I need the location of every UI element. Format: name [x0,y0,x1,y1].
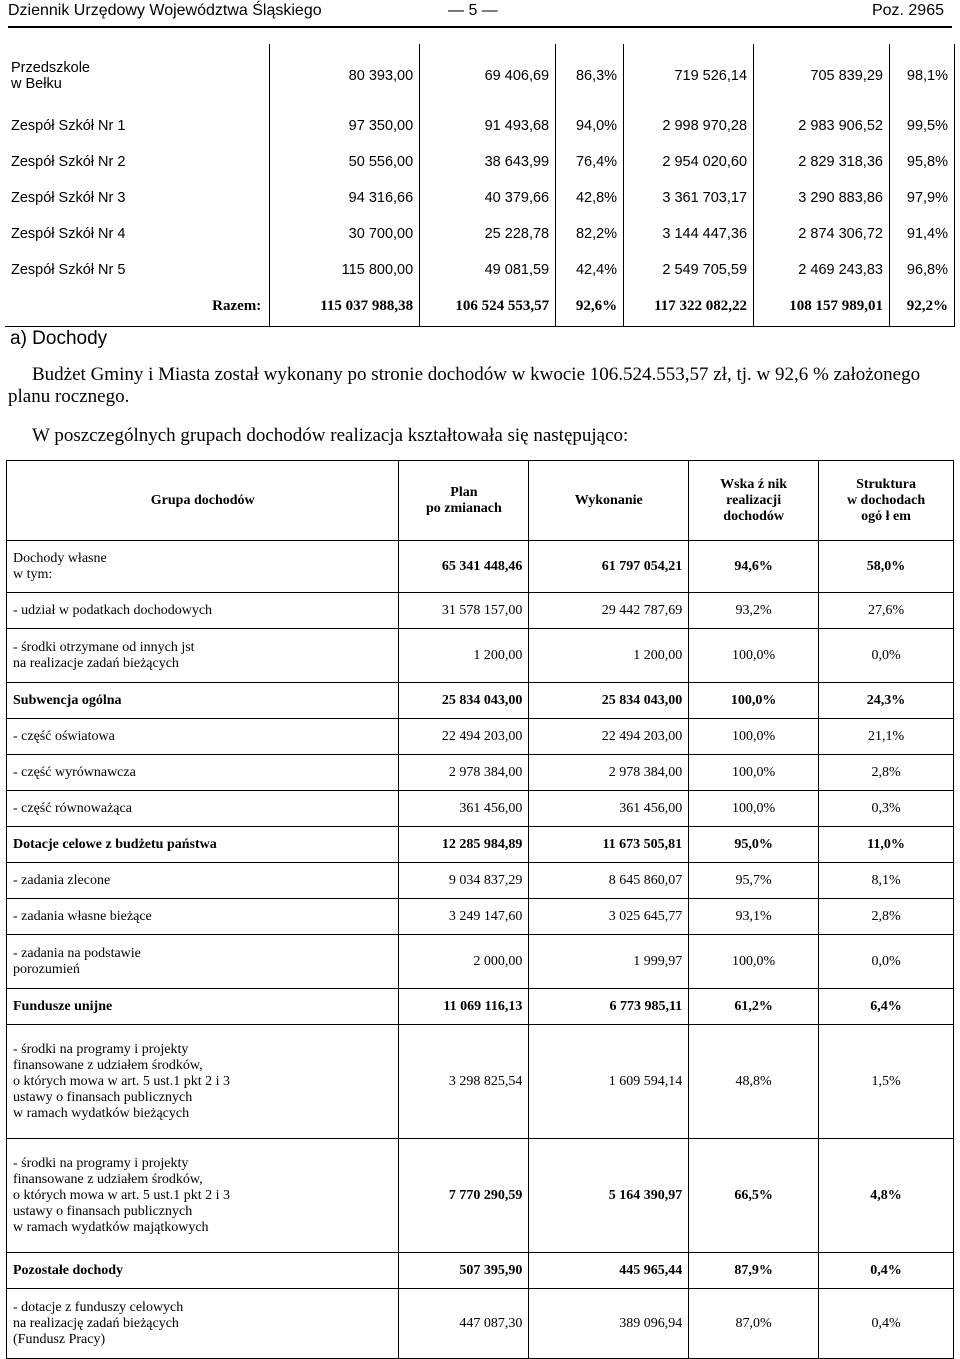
table-cell: 1,5% [819,1025,954,1139]
table-cell: 6 773 985,11 [529,989,689,1025]
table-cell: 2 469 243,83 [754,252,890,288]
table-cell: 0,0% [819,935,954,989]
table-row [7,755,954,791]
table-cell: 48,8% [689,1025,819,1139]
table-row [5,144,955,180]
table-cell: 25 834 043,00 [529,683,689,719]
table-cell: 115 800,00 [270,252,420,288]
total-cell: 92,2% [889,288,954,326]
unit-name: Przedszkole w Bełku [5,44,270,108]
table-cell: 389 096,94 [529,1289,689,1359]
table-cell: 3 025 645,77 [529,899,689,935]
income-group: Pozostałe dochody [7,1253,399,1289]
table-row [7,1289,954,1359]
table-cell: 91,4% [889,216,954,252]
total-row [5,288,955,326]
table-cell: 8 645 860,07 [529,863,689,899]
table-row [7,899,954,935]
table-cell: 100,0% [689,683,819,719]
table-cell: 29 442 787,69 [529,593,689,629]
table-row [7,719,954,755]
table-cell: 94,6% [689,541,819,593]
table-cell: 11 069 116,13 [399,989,529,1025]
table-cell: 100,0% [689,755,819,791]
table-cell: 3 298 825,54 [399,1025,529,1139]
table-cell: 3 290 883,86 [754,180,890,216]
table-row [7,827,954,863]
income-group: - zadania zlecone [7,863,399,899]
table-cell: 11 673 505,81 [529,827,689,863]
income-group: - część oświatowa [7,719,399,755]
table-cell: 24,3% [819,683,954,719]
income-group: - środki na programy i projekty finansowane z udziałem środków, o których mowa w art. 5 ust.1 pkt 2 i 3 ustawy o finansach publicznych w ramach wydatków bieżących [7,1025,399,1139]
income-group: Dotacje celowe z budżetu państwa [7,827,399,863]
table-cell: 93,2% [689,593,819,629]
table-cell: 50 556,00 [270,144,420,180]
table-cell: 2 978 384,00 [529,755,689,791]
table-cell: 22 494 203,00 [399,719,529,755]
income-group: - środki otrzymane od innych jst na realizacje zadań bieżących [7,629,399,683]
table-cell: 100,0% [689,791,819,827]
income-group: - udział w podatkach dochodowych [7,593,399,629]
section-title: a) Dochody [10,328,108,349]
table-row [5,180,955,216]
table-cell: 0,0% [819,629,954,683]
table-cell: 40 379,66 [420,180,556,216]
income-group: Subwencja ogólna [7,683,399,719]
table-cell: 5 164 390,97 [529,1139,689,1253]
table-cell: 91 493,68 [420,108,556,144]
table-cell: 21,1% [819,719,954,755]
table-cell: 94,0% [556,108,624,144]
total-cell: 108 157 989,01 [754,288,890,326]
table-cell: 87,9% [689,1253,819,1289]
page-header [8,0,952,28]
table-cell: 361 456,00 [399,791,529,827]
column-header: Struktura w dochodach ogó ł em [819,461,954,541]
table-cell: 82,2% [556,216,624,252]
table-cell: 2 998 970,28 [624,108,754,144]
table-cell: 7 770 290,59 [399,1139,529,1253]
table-cell: 445 965,44 [529,1253,689,1289]
table-cell: 3 361 703,17 [624,180,754,216]
table-cell: 6,4% [819,989,954,1025]
table-cell: 3 144 447,36 [624,216,754,252]
table-cell: 2 000,00 [399,935,529,989]
table-cell: 96,8% [889,252,954,288]
table-cell: 2 954 020,60 [624,144,754,180]
table-cell: 2,8% [819,899,954,935]
table-cell: 0,4% [819,1289,954,1359]
income-group: - część wyrównawcza [7,755,399,791]
table-cell: 42,4% [556,252,624,288]
total-cell: 115 037 988,38 [270,288,420,326]
paragraph-budget-summary: Budżet Gminy i Miasta został wykonany po stronie dochodów w kwocie 106.524.553,57 zł, tj. w 92,6 % założonego planu rocznego. [8,364,921,407]
table-row [5,44,955,108]
table-cell: 705 839,29 [754,44,890,108]
unit-name: Zespół Szkół Nr 1 [5,108,270,144]
total-cell: 106 524 553,57 [420,288,556,326]
table-cell: 94 316,66 [270,180,420,216]
table-cell: 69 406,69 [420,44,556,108]
table-cell: 65 341 448,46 [399,541,529,593]
table-row [7,1025,954,1139]
table-cell: 61,2% [689,989,819,1025]
table-row [7,935,954,989]
table-cell: 66,5% [689,1139,819,1253]
income-group: - dotacje z funduszy celowych na realizację zadań bieżących (Fundusz Pracy) [7,1289,399,1359]
table-row [7,683,954,719]
table-cell: 98,1% [889,44,954,108]
table-row [5,108,955,144]
table-cell: 31 578 157,00 [399,593,529,629]
table-cell: 2 978 384,00 [399,755,529,791]
table-cell: 25 834 043,00 [399,683,529,719]
table-cell: 2 549 705,59 [624,252,754,288]
table-row [7,989,954,1025]
table-cell: 22 494 203,00 [529,719,689,755]
table-cell: 49 081,59 [420,252,556,288]
table-cell: 11,0% [819,827,954,863]
table-row [7,791,954,827]
table-cell: 0,4% [819,1253,954,1289]
table-cell: 8,1% [819,863,954,899]
table-row [7,541,954,593]
table-cell: 2 874 306,72 [754,216,890,252]
table-cell: 719 526,14 [624,44,754,108]
column-header: Grupa dochodów [7,461,399,541]
table-cell: 93,1% [689,899,819,935]
table-cell: 61 797 054,21 [529,541,689,593]
column-header: Wykonanie [529,461,689,541]
table-cell: 9 034 837,29 [399,863,529,899]
total-cell: 92,6% [556,288,624,326]
table-cell: 1 200,00 [399,629,529,683]
unit-name: Zespół Szkół Nr 5 [5,252,270,288]
table-cell: 447 087,30 [399,1289,529,1359]
table-cell: 76,4% [556,144,624,180]
table-cell: 97 350,00 [270,108,420,144]
table-cell: 100,0% [689,719,819,755]
table-row [5,252,955,288]
unit-name: Zespół Szkół Nr 2 [5,144,270,180]
income-group: - zadania własne bieżące [7,899,399,935]
table-row [7,863,954,899]
table-row [7,593,954,629]
page-number: — 5 — [448,2,498,19]
table-cell: 99,5% [889,108,954,144]
table-cell: 95,7% [689,863,819,899]
table-cell: 27,6% [819,593,954,629]
table-cell: 58,0% [819,541,954,593]
table-row [7,1139,954,1253]
table-cell: 1 200,00 [529,629,689,683]
table-cell: 87,0% [689,1289,819,1359]
table-cell: 42,8% [556,180,624,216]
income-table [6,460,954,1359]
table-cell: 100,0% [689,935,819,989]
table-cell: 80 393,00 [270,44,420,108]
total-label: Razem: [5,288,270,326]
paragraph-intro: W poszczególnych grupach dochodów realizacja kształtowała się następująco: [32,425,629,446]
column-header: Wska ź nik realizacji dochodów [689,461,819,541]
column-header: Plan po zmianach [399,461,529,541]
table-cell: 3 249 147,60 [399,899,529,935]
journal-title: Dziennik Urzędowy Województwa Śląskiego [8,2,322,19]
table-cell: 2 983 906,52 [754,108,890,144]
table-cell: 1 999,97 [529,935,689,989]
table-cell: 86,3% [556,44,624,108]
income-group: Dochody własne w tym: [7,541,399,593]
table-row [7,629,954,683]
table-cell: 100,0% [689,629,819,683]
table-cell: 30 700,00 [270,216,420,252]
income-group: - część równoważąca [7,791,399,827]
unit-name: Zespół Szkół Nr 3 [5,180,270,216]
table-cell: 12 285 984,89 [399,827,529,863]
table-cell: 2 829 318,36 [754,144,890,180]
table-cell: 0,3% [819,791,954,827]
income-group: - środki na programy i projekty finansowane z udziałem środków, o których mowa w art. 5 ust.1 pkt 2 i 3 ustawy o finansach publicznych w ramach wydatków majątkowych [7,1139,399,1253]
income-group: Fundusze unijne [7,989,399,1025]
position-number: Poz. 2965 [871,2,944,19]
table-cell: 95,8% [889,144,954,180]
table-cell: 25 228,78 [420,216,556,252]
units-table [5,44,955,327]
unit-name: Zespół Szkół Nr 4 [5,216,270,252]
total-cell: 117 322 082,22 [624,288,754,326]
table-cell: 1 609 594,14 [529,1025,689,1139]
table-cell: 361 456,00 [529,791,689,827]
income-group: - zadania na podstawie porozumień [7,935,399,989]
table-cell: 38 643,99 [420,144,556,180]
table-cell: 507 395,90 [399,1253,529,1289]
table-cell: 95,0% [689,827,819,863]
table-row [7,1253,954,1289]
table-cell: 2,8% [819,755,954,791]
table-row [5,216,955,252]
table-cell: 4,8% [819,1139,954,1253]
table-cell: 97,9% [889,180,954,216]
